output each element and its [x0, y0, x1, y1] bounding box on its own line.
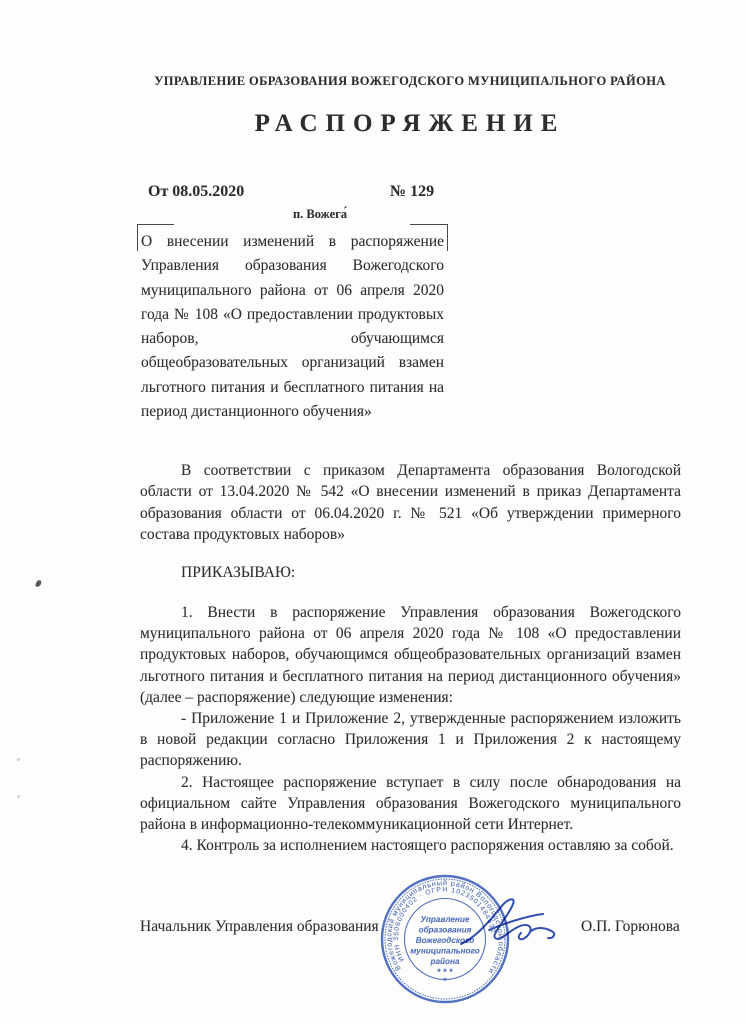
svg-text:Управление: Управление	[420, 915, 470, 924]
svg-text:района: района	[430, 957, 460, 966]
stamp-inner-ring-text: ИНН 3506000402 · ОГРН 1023501484632	[393, 886, 497, 963]
doc-date: От 08.05.2020	[148, 183, 245, 200]
svg-text:Вожегодского: Вожегодского	[415, 936, 475, 945]
order-item: 1. Внести в распоряжение Управления образования Вожегодского муниципального района от 06 апреля 2020 года № 108 «О предоставлении продуктовых наборов, обучающимся общеобразовательных организаций взамен льготного питания и бесплатного питания на период дистанционного обучения» (далее – распоряжение) следующие изменения:	[140, 604, 681, 706]
svg-text:муниципального: муниципального	[410, 946, 480, 956]
doc-subject: О внесении изменений в распоряжение Управления образования Вожегодского муниципального района от 06 апреля 2020 года № 108 «О предоставлении продуктовых наборов, обучающимся общеобразовательных организаций взамен льготного питания и бесплатного питания на период дистанционного обучения»	[141, 233, 444, 421]
order-item: 4. Контроль за исполнением настоящего распоряжения оставляю за собой.	[181, 837, 674, 855]
order-items	[140, 602, 681, 856]
preamble-paragraph: В соответствии с приказом Департамента образования Вологодской области от 13.04.2020 № 542 «О внесении изменений в приказ Департамента образования области от 06.04.2020 г. № 521 «Об утверждении примерного состава продуктовых наборов»	[140, 462, 681, 544]
doc-title: РАСПОРЯЖЕНИЕ	[254, 110, 566, 137]
doc-number: № 129	[390, 183, 435, 200]
order-word: ПРИКАЗЫВАЮ:	[181, 564, 296, 581]
svg-text:* * *: * * *	[437, 967, 453, 977]
order-item: - Приложение 1 и Приложение 2, утвержденные распоряжением изложить в новой редакции согласно Приложения 1 и Приложения 2 к настоящему распоряжению.	[140, 710, 681, 770]
scan-artifact	[35, 579, 42, 587]
signatory-position: Начальник Управления образования	[140, 918, 379, 935]
org-header: УПРАВЛЕНИЕ ОБРАЗОВАНИЯ ВОЖЕГОДСКОГО МУНИЦИПАЛЬНОГО РАЙОНА	[154, 74, 666, 88]
svg-text:*: *	[443, 976, 447, 986]
signatory-name: О.П. Горюнова	[581, 918, 680, 935]
scan-artifact	[17, 758, 20, 761]
stamp-outer-ring-text: Вожегодский муниципальный район Вологодской области	[384, 878, 506, 976]
scan-artifact	[17, 795, 20, 798]
handwritten-signature	[455, 892, 567, 964]
order-item: 2. Настоящее распоряжение вступает в силу после обнародования на официальном сайте Управления образования Вожегодского муниципального района в информационно-телекоммуникационной сети Интернет.	[140, 773, 681, 834]
svg-text:образования: образования	[418, 925, 472, 935]
doc-place: п. Вожега́	[292, 207, 348, 221]
